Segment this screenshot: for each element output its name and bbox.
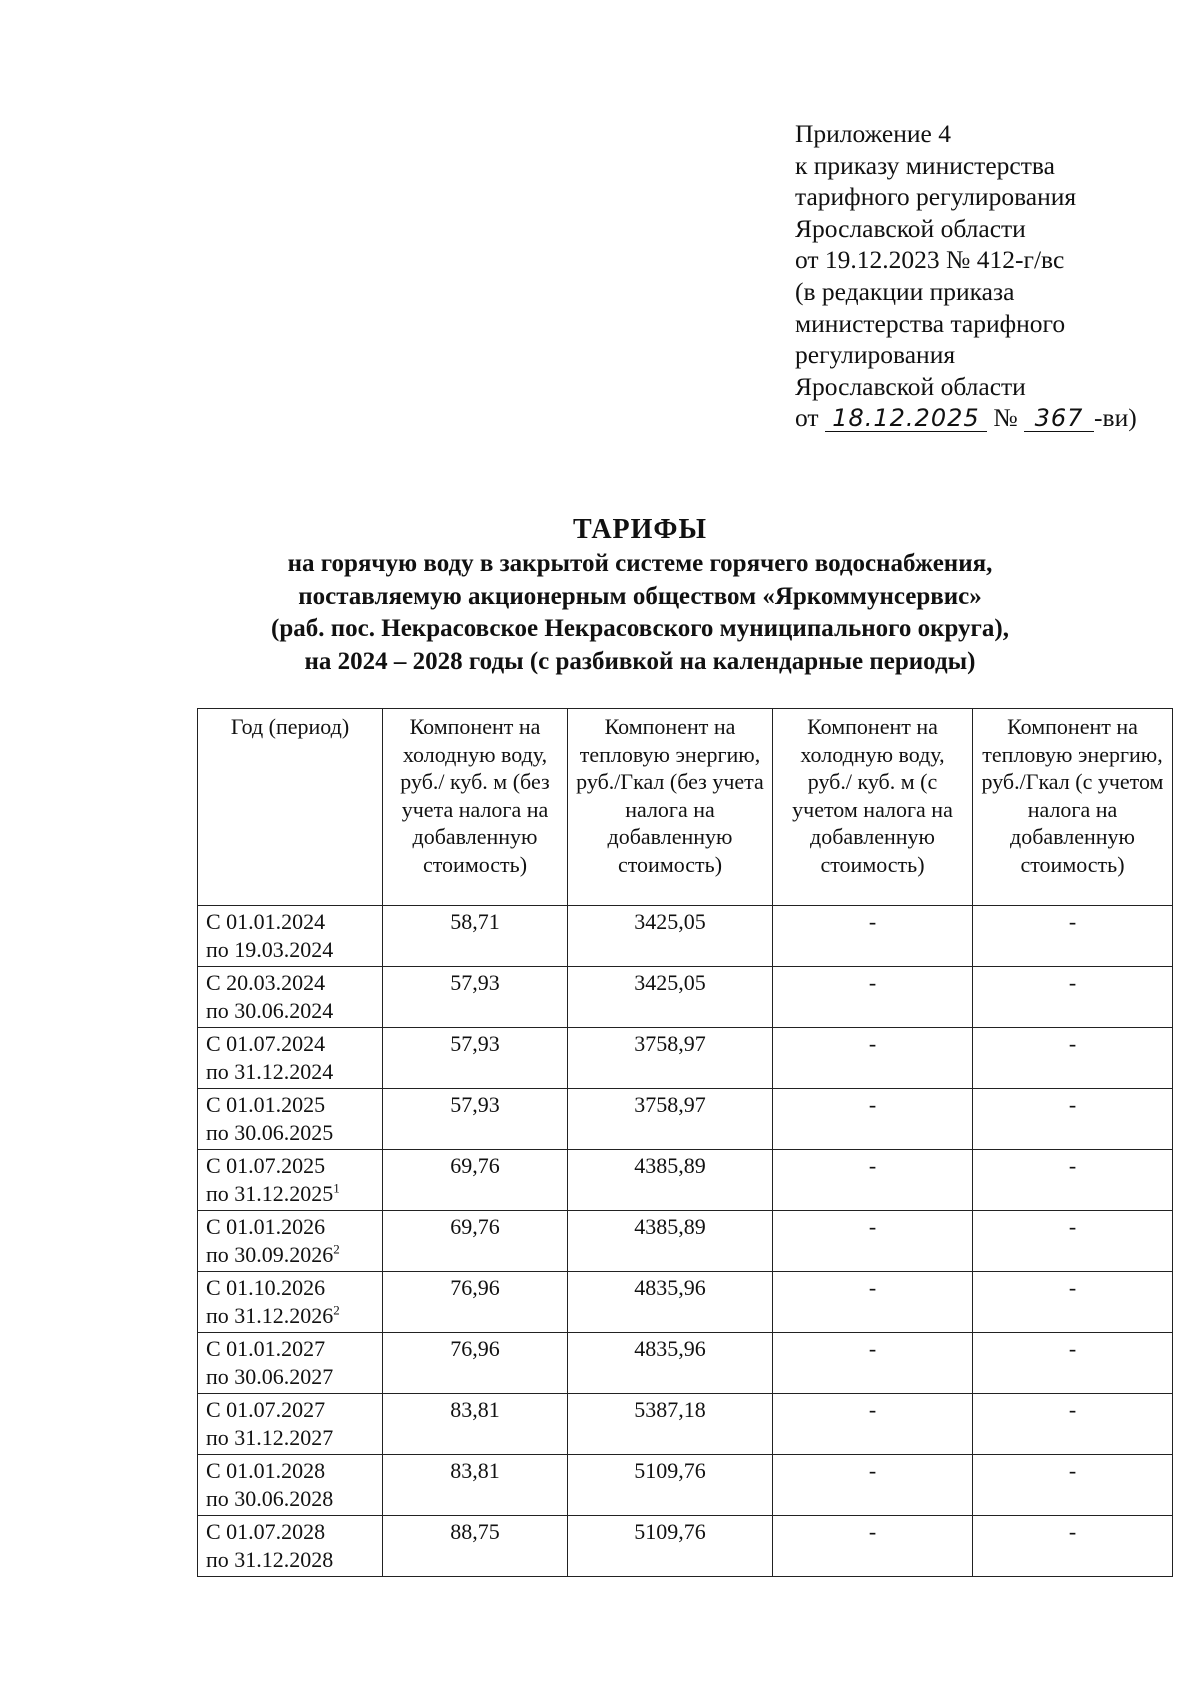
period-from: С 01.01.2026 (206, 1214, 326, 1239)
header-period: Год (период) (198, 709, 383, 906)
period-to: по 30.06.2025 (206, 1120, 334, 1145)
heat-energy-cell: 5387,18 (568, 1394, 773, 1455)
cold-water-vat-cell: - (773, 1455, 973, 1516)
heat-energy-cell: 5109,76 (568, 1455, 773, 1516)
heat-energy-vat-cell: - (973, 906, 1173, 967)
cold-water-cell: 57,93 (383, 967, 568, 1028)
period-cell (198, 967, 383, 1028)
period-cell (198, 1150, 383, 1211)
period-cell (198, 1455, 383, 1516)
cold-water-cell: 83,81 (383, 1394, 568, 1455)
period-to: по 31.12.2025 (206, 1181, 334, 1206)
period-from: С 01.10.2026 (206, 1275, 326, 1300)
heat-energy-cell: 3425,05 (568, 906, 773, 967)
heat-energy-vat-cell: - (973, 1394, 1173, 1455)
heat-energy-cell: 4835,96 (568, 1333, 773, 1394)
heat-energy-cell: 3758,97 (568, 1028, 773, 1089)
document-subtitle-line: (раб. пос. Некрасовское Некрасовского муниципального округа), (271, 615, 1009, 642)
heat-energy-vat-cell: - (973, 1455, 1173, 1516)
cold-water-cell: 76,96 (383, 1333, 568, 1394)
period-cell (198, 1028, 383, 1089)
appendix-line: тарифного регулирования (795, 182, 1077, 212)
footnote-marker: 2 (333, 1241, 340, 1257)
cold-water-cell: 69,76 (383, 1150, 568, 1211)
period-to: по 31.12.2028 (206, 1547, 334, 1572)
period-to: по 31.12.2026 (206, 1303, 334, 1328)
period-from: С 01.01.2027 (206, 1336, 326, 1361)
appendix-line: Ярославской области (795, 371, 1026, 401)
cold-water-vat-cell: - (773, 1089, 973, 1150)
tariffs-table (197, 708, 1173, 1577)
cold-water-cell: 69,76 (383, 1211, 568, 1272)
table-row (198, 1455, 1173, 1516)
header-cold-water: Компонент на холодную воду, руб./ куб. м (без учета налога на добавленную стоимость) (383, 709, 568, 906)
heat-energy-cell: 4385,89 (568, 1211, 773, 1272)
heat-energy-vat-cell: - (973, 1333, 1173, 1394)
cold-water-vat-cell: - (773, 1516, 973, 1577)
table-row (198, 1089, 1173, 1150)
period-from: С 01.07.2027 (206, 1397, 326, 1422)
appendix-line: (в редакции приказа (795, 276, 1015, 306)
cold-water-vat-cell: - (773, 1272, 973, 1333)
heat-energy-vat-cell: - (973, 967, 1173, 1028)
table-row (198, 1150, 1173, 1211)
period-from: С 01.01.2028 (206, 1458, 326, 1483)
period-cell (198, 1394, 383, 1455)
header-cold-water-vat: Компонент на холодную воду, руб./ куб. м (с учетом налога на добавленную стоимость) (773, 709, 973, 906)
handwritten-date: 18.12.2025 (825, 405, 987, 432)
period-cell (198, 1211, 383, 1272)
table-body (198, 906, 1173, 1577)
table-row (198, 1028, 1173, 1089)
cold-water-cell: 76,96 (383, 1272, 568, 1333)
cold-water-vat-cell: - (773, 1211, 973, 1272)
heat-energy-cell: 4385,89 (568, 1150, 773, 1211)
heat-energy-cell: 3425,05 (568, 967, 773, 1028)
heat-energy-vat-cell: - (973, 1516, 1173, 1577)
period-from: С 01.07.2028 (206, 1519, 326, 1544)
table-row (198, 1394, 1173, 1455)
footnote-marker: 2 (333, 1302, 340, 1318)
appendix-line: к приказу министерства (795, 150, 1055, 180)
period-to: по 19.03.2024 (206, 937, 334, 962)
period-from: С 20.03.2024 (206, 970, 326, 995)
table-row (198, 1211, 1173, 1272)
heat-energy-cell: 4835,96 (568, 1272, 773, 1333)
cold-water-vat-cell: - (773, 1150, 973, 1211)
table-row (198, 1333, 1173, 1394)
heat-energy-cell: 5109,76 (568, 1516, 773, 1577)
heat-energy-vat-cell: - (973, 1028, 1173, 1089)
cold-water-vat-cell: - (773, 906, 973, 967)
period-cell (198, 1089, 383, 1150)
table-row (198, 1272, 1173, 1333)
period-from: С 01.07.2024 (206, 1031, 326, 1056)
period-cell (198, 1272, 383, 1333)
header-heat-energy-vat: Компонент на тепловую энергию, руб./Гкал (с учетом налога на добавленную стоимость) (973, 709, 1173, 906)
cold-water-vat-cell: - (773, 1028, 973, 1089)
heat-energy-vat-cell: - (973, 1089, 1173, 1150)
heat-energy-vat-cell: - (973, 1272, 1173, 1333)
cold-water-cell: 58,71 (383, 906, 568, 967)
table-row (198, 967, 1173, 1028)
cold-water-cell: 83,81 (383, 1455, 568, 1516)
period-from: С 01.01.2025 (206, 1092, 326, 1117)
cold-water-vat-cell: - (773, 1333, 973, 1394)
appendix-line: Приложение 4 (795, 119, 951, 148)
number-sign: № (993, 403, 1018, 433)
table-row (198, 906, 1173, 967)
period-to: по 30.06.2028 (206, 1486, 334, 1511)
period-to: по 31.12.2024 (206, 1059, 334, 1084)
appendix-line: министерства тарифного (795, 308, 1066, 338)
period-from: С 01.07.2025 (206, 1153, 326, 1178)
document-subtitle-line: на 2024 – 2028 годы (с разбивкой на календарные периоды) (304, 647, 976, 675)
table-row (198, 1516, 1173, 1577)
appendix-amendment-line (795, 402, 1175, 434)
period-cell (198, 1516, 383, 1577)
appendix-line: от 19.12.2023 № 412-г/вс (795, 245, 1065, 275)
handwritten-number: 367 (1024, 405, 1094, 432)
amendment-prefix: от (795, 403, 819, 433)
period-to: по 31.12.2027 (206, 1425, 334, 1450)
period-to: по 30.06.2024 (206, 998, 334, 1023)
document-subtitle-line: на горячую воду в закрытой системе горячего водоснабжения, (287, 550, 993, 577)
heat-energy-vat-cell: - (973, 1211, 1173, 1272)
appendix-header (795, 118, 1175, 434)
document-subtitle-line: поставляемую акционерным обществом «Яркоммунсервис» (298, 582, 982, 610)
cold-water-vat-cell: - (773, 967, 973, 1028)
cold-water-cell: 57,93 (383, 1089, 568, 1150)
heat-energy-vat-cell: - (973, 1150, 1173, 1211)
period-from: С 01.01.2024 (206, 909, 326, 934)
period-cell (198, 1333, 383, 1394)
heat-energy-cell: 3758,97 (568, 1089, 773, 1150)
table-header-row (198, 709, 1173, 906)
cold-water-vat-cell: - (773, 1394, 973, 1455)
document-title-block (150, 512, 1130, 678)
appendix-line: регулирования (795, 340, 956, 370)
period-cell (198, 906, 383, 967)
cold-water-cell: 57,93 (383, 1028, 568, 1089)
period-to: по 30.09.2026 (206, 1242, 334, 1267)
period-to: по 30.06.2027 (206, 1364, 334, 1389)
cold-water-cell: 88,75 (383, 1516, 568, 1577)
appendix-line: Ярославской области (795, 213, 1026, 243)
header-heat-energy: Компонент на тепловую энергию, руб./Гкал (без учета налога на добавленную стоимость) (568, 709, 773, 906)
footnote-marker: 1 (333, 1180, 340, 1196)
document-title: ТАРИФЫ (573, 514, 707, 545)
amendment-suffix: -ви) (1094, 403, 1137, 433)
